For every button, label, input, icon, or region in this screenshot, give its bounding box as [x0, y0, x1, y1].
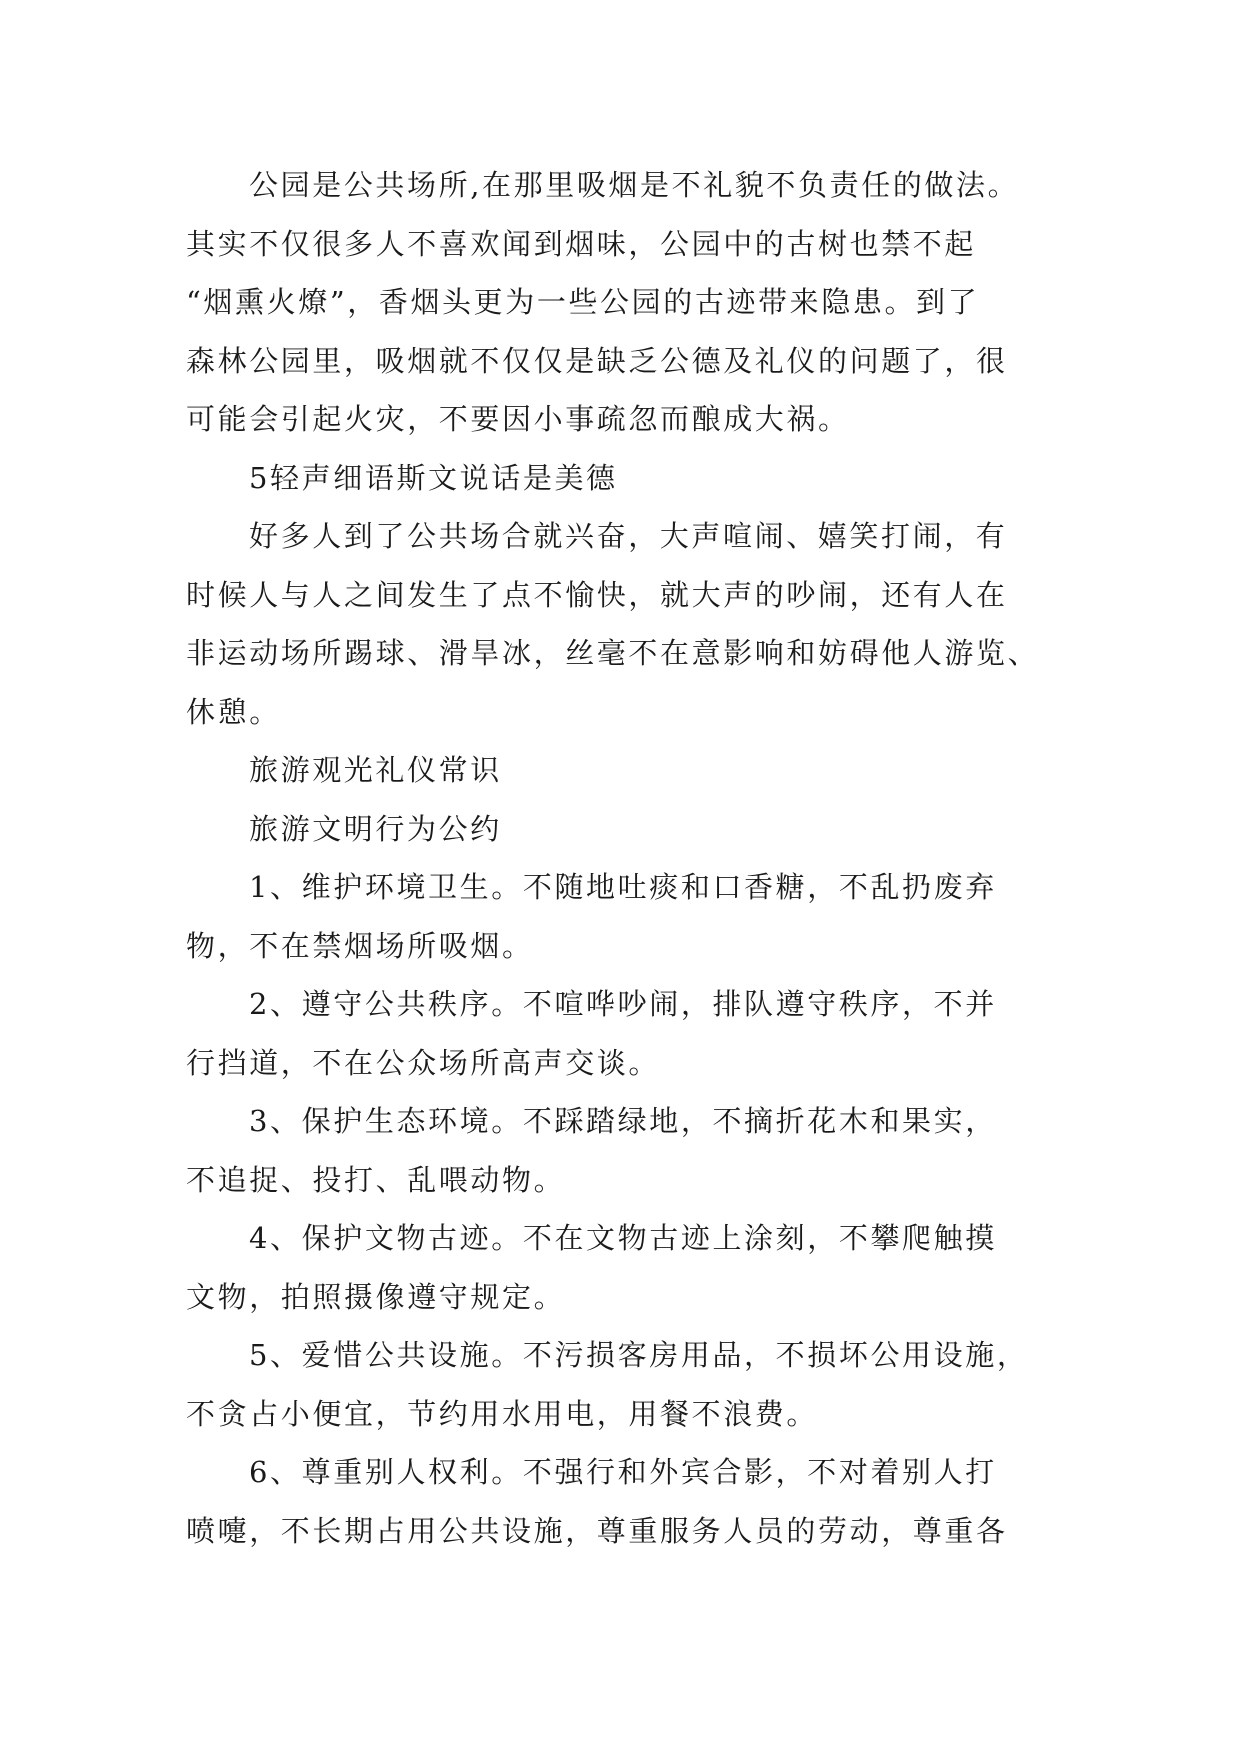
text-line: 森林公园里，吸烟就不仅仅是缺乏公德及礼仪的问题了，很: [186, 343, 1008, 378]
section-heading: 旅游观光礼仪常识: [249, 753, 502, 787]
text-line: 物，不在禁烟场所吸烟。: [186, 928, 534, 963]
text-line: “烟熏火燎”，香烟头更为一些公园的古迹带来隐患。到了: [186, 285, 980, 319]
list-item: 6、尊重别人权利。不强行和外宾合影，不对着别人打: [249, 1455, 997, 1489]
text-line: 公园是公共场所,在那里吸烟是不礼貌不负责任的做法。: [249, 168, 1020, 202]
text-line: 时候人与人之间发生了点不愉快，就大声的吵闹，还有人在: [186, 577, 1008, 612]
text-line: 行挡道，不在公众场所高声交谈。: [186, 1045, 661, 1080]
text-line: 可能会引起火灾，不要因小事疏忽而酿成大祸。: [186, 402, 850, 436]
text-line: 不贪占小便宜，节约用水用电，用餐不浪费。: [186, 1396, 819, 1431]
text-line: 非运动场所踢球、滑旱冰，丝毫不在意影响和妨碍他人游览、: [186, 636, 1040, 670]
text-line: 不追捉、投打、乱喂动物。: [186, 1162, 566, 1197]
list-item: 1、维护环境卫生。不随地吐痰和口香糖，不乱扔废弃: [249, 870, 997, 904]
text-line: 文物，拍照摄像遵守规定。: [186, 1279, 566, 1314]
section-heading: 5轻声细语斯文说话是美德: [249, 460, 618, 495]
text-line: 好多人到了公共场合就兴奋，大声喧闹、嬉笑打闹，有: [249, 519, 1008, 553]
text-line: 喷嚏，不长期占用公共设施，尊重服务人员的劳动，尊重各: [186, 1513, 1008, 1548]
list-item: 3、保护生态环境。不踩踏绿地，不摘折花木和果实，: [249, 1104, 997, 1138]
text-line: 其实不仅很多人不喜欢闻到烟味，公园中的古树也禁不起: [186, 226, 977, 261]
list-item: 2、遵守公共秩序。不喧哗吵闹，排队遵守秩序，不并: [249, 987, 997, 1021]
section-heading: 旅游文明行为公约: [249, 811, 502, 846]
list-item: 4、保护文物古迹。不在文物古迹上涂刻，不攀爬触摸: [249, 1221, 997, 1255]
text-line: 休憩。: [186, 694, 281, 729]
document-body: [186, 156, 1096, 1560]
list-item: 5、爱惜公共设施。不污损客房用品，不损坏公用设施，: [249, 1338, 1029, 1372]
